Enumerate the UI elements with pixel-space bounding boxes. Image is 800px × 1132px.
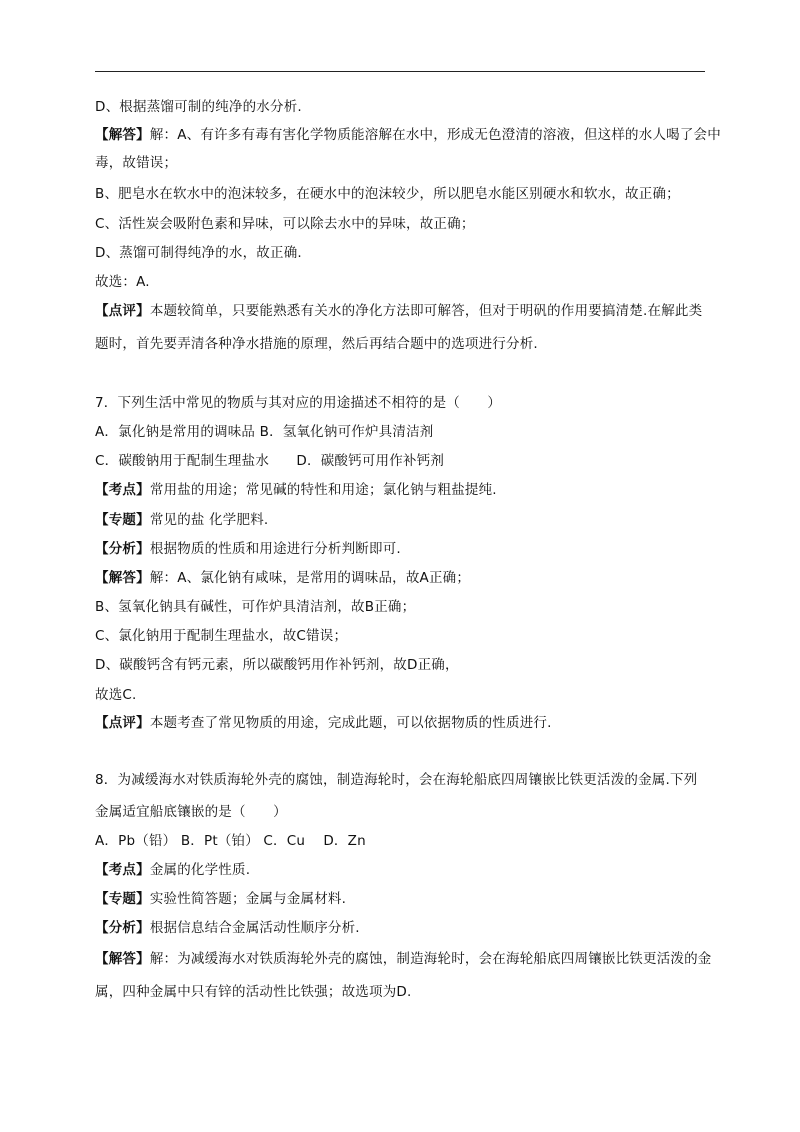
- text-line: B、肥皂水在软水中的泡沫较多，在硬水中的泡沫较少，所以肥皂水能区别硬水和软水，故正确；: [95, 186, 680, 202]
- text-line: D、根据蒸馏可制的纯净的水分析.: [95, 99, 302, 115]
- option-line: A．氯化钠是常用的调味品 B．氢氧化钠可作炉具清洁剂: [95, 424, 434, 440]
- text-line: 【专题】实验性简答题；金属与金属材料.: [95, 891, 347, 907]
- question-stem: 7．下列生活中常见的物质与其对应的用途描述不相符的是（ ）: [95, 395, 502, 411]
- option-line: C．碳酸钠用于配制生理盐水 D．碳酸钙可用作补钙剂: [95, 453, 445, 469]
- option-line: A．Pb（铅） B．Pt（铂） C．Cu D．Zn: [95, 833, 366, 849]
- text-line: 故选C.: [95, 687, 137, 703]
- question-stem: 金属适宜船底镶嵌的是（ ）: [95, 804, 287, 820]
- text-line: C、氯化钠用于配制生理盐水，故C错误；: [95, 628, 348, 644]
- text-line: 【点评】本题较简单，只要能熟悉有关水的净化方法即可解答，但对于明矾的作用要搞清楚.在解此类: [95, 303, 703, 319]
- header-rule: [95, 71, 705, 72]
- text-line: 【考点】金属的化学性质.: [95, 862, 251, 878]
- text-line: 故选：A.: [95, 274, 150, 290]
- text-line: 毒，故错误；: [95, 155, 178, 171]
- text-line: 【分析】根据物质的性质和用途进行分析判断即可.: [95, 541, 401, 557]
- text-line: 题时，首先要弄清各种净水措施的原理，然后再结合题中的选项进行分析.: [95, 336, 538, 352]
- text-line: 【点评】本题考查了常见物质的用途，完成此题，可以依据物质的性质进行.: [95, 715, 552, 731]
- text-line: 【专题】常见的盐 化学肥料.: [95, 512, 269, 528]
- question-stem: 8．为减缓海水对铁质海轮外壳的腐蚀，制造海轮时，会在海轮船底四周镶嵌比铁更活泼的金属.下列: [95, 772, 698, 788]
- text-line: 【解答】解：A、氯化钠有咸味，是常用的调味品，故A正确；: [95, 570, 471, 586]
- text-line: D、蒸馏可制得纯净的水，故正确.: [95, 245, 302, 261]
- text-line: 【解答】解：为减缓海水对铁质海轮外壳的腐蚀，制造海轮时，会在海轮船底四周镶嵌比铁更活泼的金: [95, 951, 712, 967]
- text-line: 【解答】解：A、有许多有毒有害化学物质能溶解在水中，形成无色澄清的溶液，但这样的水人喝了会中: [95, 127, 721, 143]
- text-line: 属，四种金属中只有锌的活动性比铁强；故选项为D.: [95, 984, 412, 1000]
- text-line: B、氢氧化钠具有碱性，可作炉具清洁剂，故B正确；: [95, 599, 416, 615]
- text-line: C、活性炭会吸附色素和异味，可以除去水中的异味，故正确；: [95, 216, 475, 232]
- text-line: 【考点】常用盐的用途；常见碱的特性和用途；氯化钠与粗盐提纯.: [95, 482, 497, 498]
- text-line: D、碳酸钙含有钙元素，所以碳酸钙用作补钙剂，故D正确，: [95, 657, 459, 673]
- text-line: 【分析】根据信息结合金属活动性顺序分析.: [95, 920, 360, 936]
